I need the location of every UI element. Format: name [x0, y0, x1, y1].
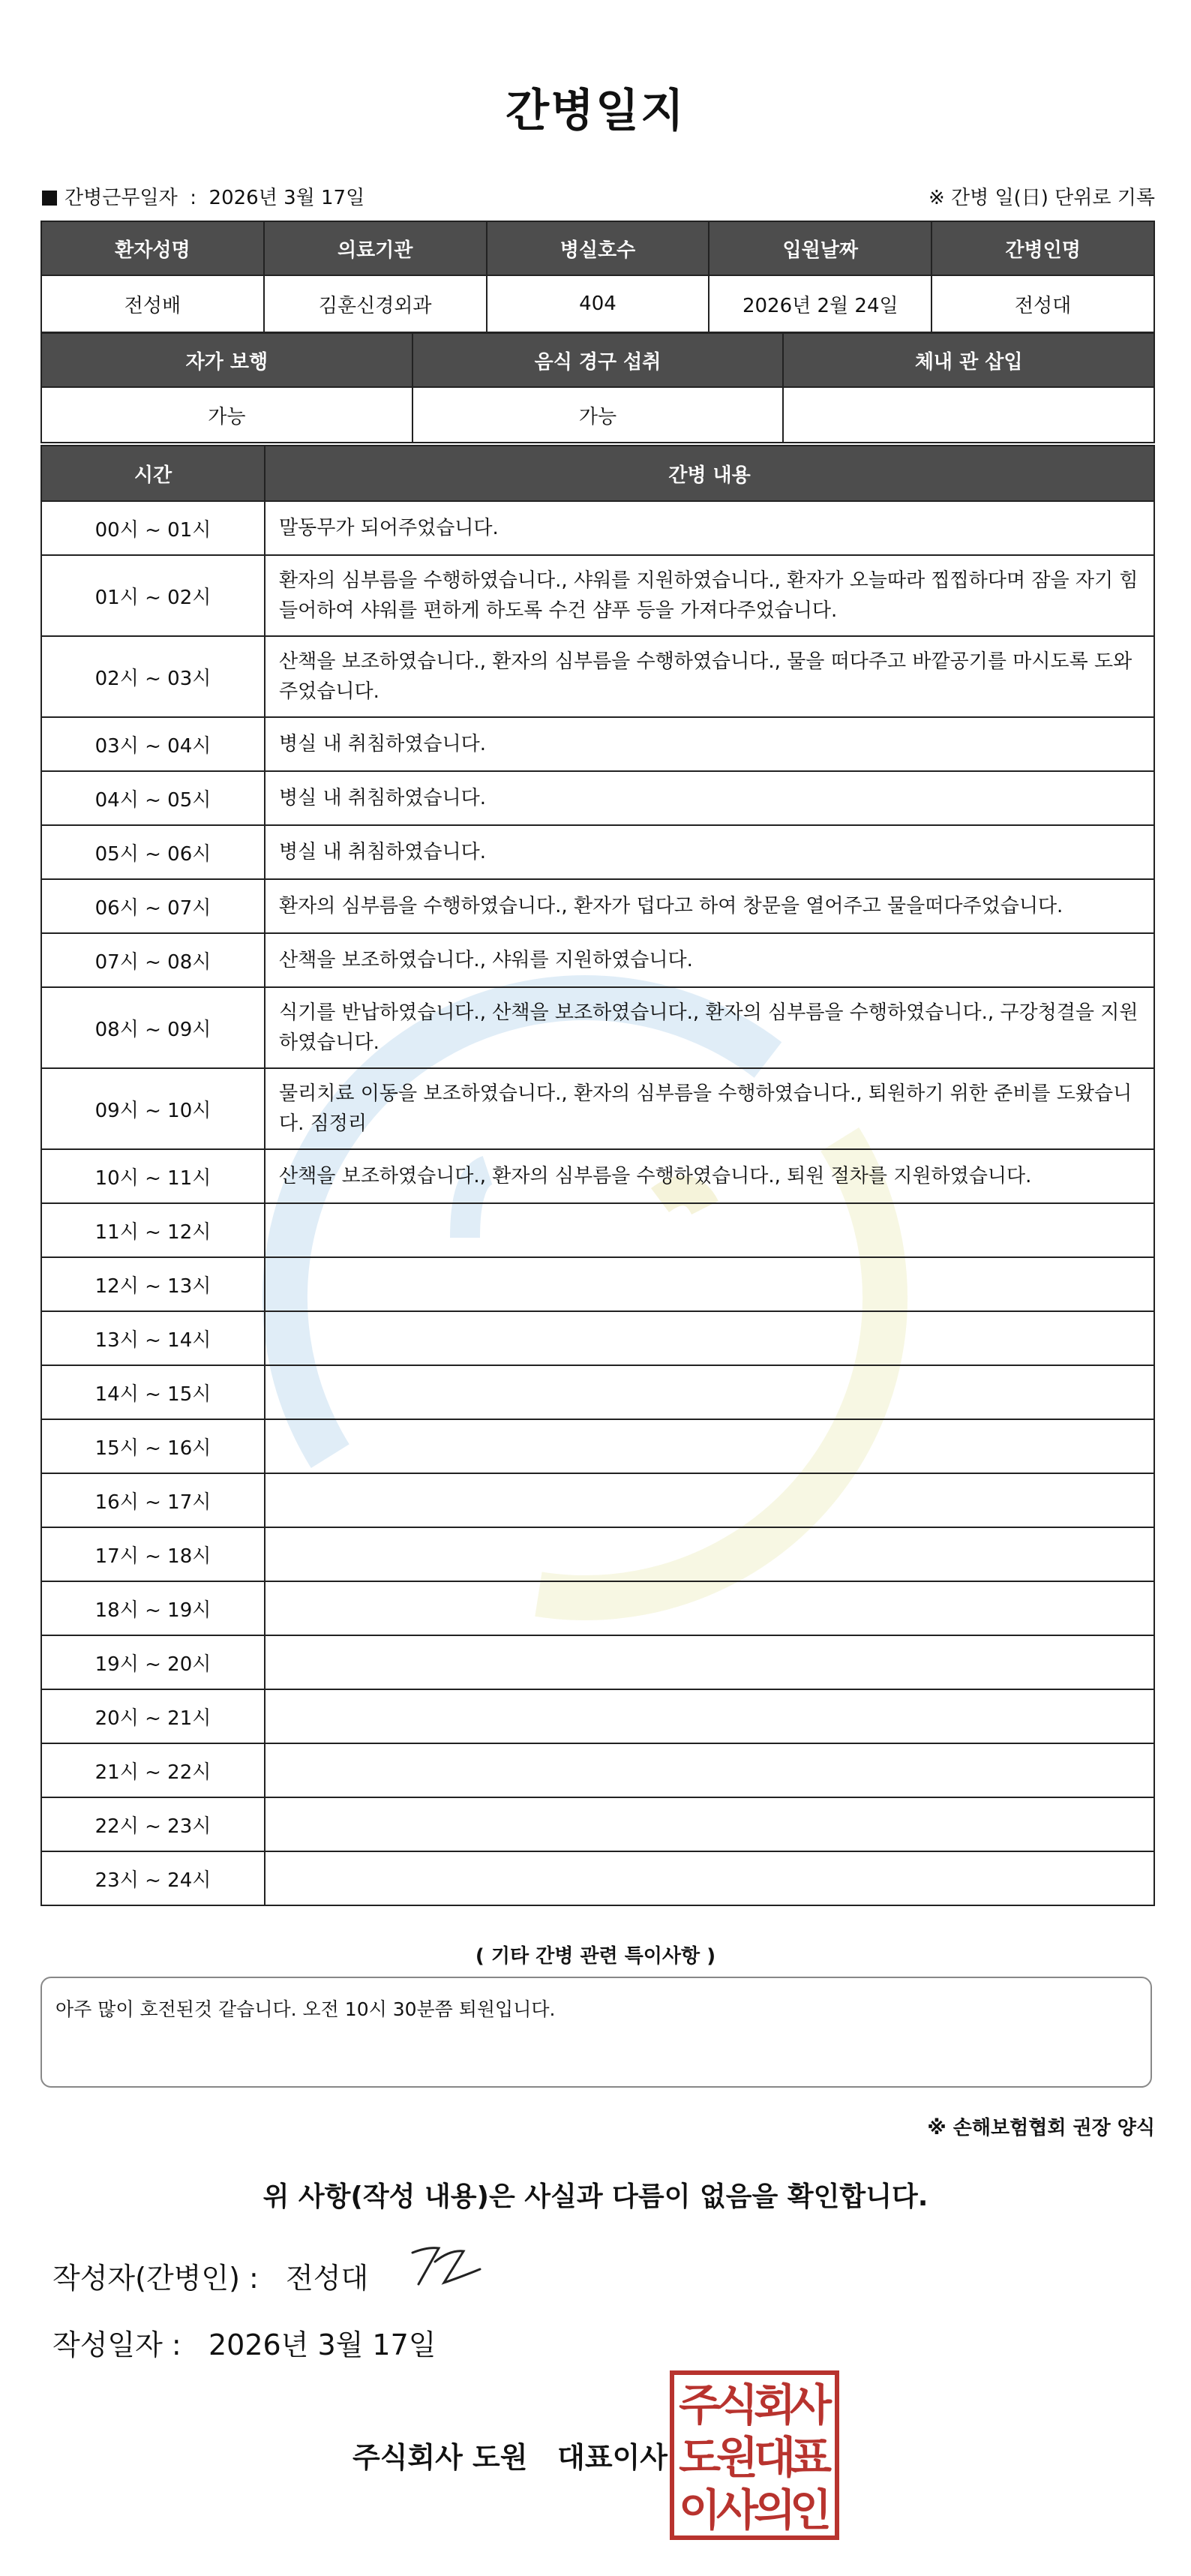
- written-date-label: 작성일자 :: [52, 2328, 182, 2361]
- walking-status: 가능: [41, 387, 412, 443]
- table-row: [41, 1419, 1154, 1473]
- care-content: [265, 1689, 1154, 1743]
- time-slot: 22시 ~ 23시: [41, 1797, 265, 1851]
- info-header: 입원날짜: [709, 221, 932, 275]
- patient-name: 전성배: [41, 275, 264, 332]
- time-column-header: 시간: [41, 446, 265, 501]
- svg-text:의: 의: [753, 2484, 796, 2535]
- svg-text:원: 원: [716, 2432, 759, 2483]
- table-row: [41, 1689, 1154, 1743]
- time-slot: 00시 ~ 01시: [41, 501, 265, 555]
- svg-text:회: 회: [753, 2379, 796, 2430]
- table-row: [41, 501, 1154, 555]
- care-content: [265, 1311, 1154, 1365]
- room-number: 404: [487, 275, 710, 332]
- hospital-name: 김훈신경외과: [264, 275, 487, 332]
- care-content: [265, 1257, 1154, 1311]
- tube-insertion-status: [783, 387, 1154, 443]
- info-header: 의료기관: [264, 221, 487, 275]
- time-slot: 17시 ~ 18시: [41, 1527, 265, 1581]
- table-row: [41, 879, 1154, 933]
- care-content: 산책을 보조하였습니다., 샤워를 지원하였습니다.: [265, 933, 1154, 987]
- table-row: [41, 987, 1154, 1068]
- time-slot: 12시 ~ 13시: [41, 1257, 265, 1311]
- care-content: [265, 1581, 1154, 1635]
- table-row: [41, 1527, 1154, 1581]
- time-slot: 07시 ~ 08시: [41, 933, 265, 987]
- time-slot: 20시 ~ 21시: [41, 1689, 265, 1743]
- care-content: [265, 1419, 1154, 1473]
- care-log-rows: [41, 501, 1154, 1905]
- table-row: [41, 1257, 1154, 1311]
- special-notes-title: ( 기타 간병 관련 특이사항 ): [475, 1945, 716, 1968]
- care-content: 병실 내 취침하였습니다.: [265, 825, 1154, 879]
- svg-text:이: 이: [678, 2484, 722, 2535]
- table-row: [41, 1797, 1154, 1851]
- care-content: [265, 1635, 1154, 1689]
- recommended-form-note: ※ 손해보험협회 권장 양식: [927, 2117, 1155, 2139]
- writer-line: [52, 2255, 368, 2296]
- svg-text:사: 사: [789, 2379, 832, 2430]
- table-row: [41, 1743, 1154, 1797]
- table-row: [41, 825, 1154, 879]
- time-slot: 08시 ~ 09시: [41, 987, 265, 1068]
- square-bullet-icon: [42, 191, 57, 206]
- status-header: 음식 경구 섭취: [412, 333, 784, 387]
- table-row: [41, 1203, 1154, 1257]
- writer-name: 전성대: [286, 2262, 369, 2295]
- time-slot: 19시 ~ 20시: [41, 1635, 265, 1689]
- svg-text:인: 인: [789, 2484, 832, 2535]
- time-slot: 16시 ~ 17시: [41, 1473, 265, 1527]
- care-content: 식기를 반납하였습니다., 산책을 보조하였습니다., 환자의 심부름을 수행하였습니다., 구강청결을 지원하였습니다.: [265, 987, 1154, 1068]
- patient-info-table: [40, 221, 1155, 333]
- svg-text:대: 대: [753, 2432, 796, 2483]
- svg-text:도: 도: [678, 2432, 722, 2483]
- table-row: [41, 771, 1154, 825]
- care-content: [265, 1527, 1154, 1581]
- time-slot: 14시 ~ 15시: [41, 1365, 265, 1419]
- oral-intake-status: 가능: [412, 387, 784, 443]
- time-slot: 01시 ~ 02시: [41, 555, 265, 636]
- admission-date: 2026년 2월 24일: [709, 275, 932, 332]
- table-row: [41, 1068, 1154, 1149]
- info-header: 간병인명: [932, 221, 1154, 275]
- table-row: [41, 1473, 1154, 1527]
- patient-status-table: [40, 332, 1155, 443]
- svg-text:주: 주: [678, 2379, 722, 2430]
- time-slot: 09시 ~ 10시: [41, 1068, 265, 1149]
- confirmation-statement: 위 사항(작성 내용)은 사실과 다름이 없음을 확인합니다.: [262, 2181, 928, 2212]
- care-content: [265, 1473, 1154, 1527]
- content-column-header: 간병 내용: [265, 446, 1154, 501]
- company-representative: 주식회사 도원 대표이사: [352, 2441, 668, 2474]
- time-slot: 04시 ~ 05시: [41, 771, 265, 825]
- record-unit-note: ※ 간병 일(日) 단위로 기록: [928, 187, 1155, 209]
- care-content: [265, 1743, 1154, 1797]
- table-row: [41, 933, 1154, 987]
- care-content: 산책을 보조하였습니다., 환자의 심부름을 수행하였습니다., 퇴원 절차를 지원하였습니다.: [265, 1149, 1154, 1203]
- status-header: 체내 관 삽입: [783, 333, 1154, 387]
- work-date-value: 2026년 3월 17일: [208, 187, 365, 209]
- care-content: [265, 1203, 1154, 1257]
- handwritten-signature: [405, 2239, 488, 2302]
- work-date-line: [42, 182, 364, 210]
- care-content: 환자의 심부름을 수행하였습니다., 환자가 덥다고 하여 창문을 열어주고 물을떠다주었습니다.: [265, 879, 1154, 933]
- time-slot: 06시 ~ 07시: [41, 879, 265, 933]
- table-row: [41, 1635, 1154, 1689]
- table-row: [41, 555, 1154, 636]
- time-slot: 10시 ~ 11시: [41, 1149, 265, 1203]
- table-row: [41, 1149, 1154, 1203]
- care-content: 병실 내 취침하였습니다.: [265, 771, 1154, 825]
- table-row: [41, 1581, 1154, 1635]
- work-date-separator: :: [190, 187, 196, 209]
- caregiver-name: 전성대: [932, 275, 1154, 332]
- time-slot: 13시 ~ 14시: [41, 1311, 265, 1365]
- care-log-table: [40, 445, 1155, 1906]
- time-slot: 05시 ~ 06시: [41, 825, 265, 879]
- table-row: [41, 1311, 1154, 1365]
- special-notes-text: 아주 많이 호전된것 같습니다. 오전 10시 30분쯤 퇴원입니다.: [56, 1998, 556, 2020]
- time-slot: 02시 ~ 03시: [41, 636, 265, 717]
- time-slot: 23시 ~ 24시: [41, 1851, 265, 1905]
- svg-text:사: 사: [716, 2484, 759, 2535]
- care-content: 병실 내 취침하였습니다.: [265, 717, 1154, 771]
- time-slot: 15시 ~ 16시: [41, 1419, 265, 1473]
- care-content: 말동무가 되어주었습니다.: [265, 501, 1154, 555]
- writer-label: 작성자(간병인) :: [52, 2262, 259, 2295]
- care-content: [265, 1851, 1154, 1905]
- care-content: [265, 1797, 1154, 1851]
- svg-text:식: 식: [716, 2379, 759, 2430]
- work-date-label: 간병근무일자: [64, 187, 178, 209]
- written-date-value: 2026년 3월 17일: [208, 2328, 436, 2361]
- table-row: [41, 1365, 1154, 1419]
- time-slot: 18시 ~ 19시: [41, 1581, 265, 1635]
- written-date-line: [52, 2322, 436, 2363]
- page-title: 간병일지: [506, 85, 686, 137]
- table-row: [41, 717, 1154, 771]
- time-slot: 21시 ~ 22시: [41, 1743, 265, 1797]
- care-content: 산책을 보조하였습니다., 환자의 심부름을 수행하였습니다., 물을 떠다주고 바깥공기를 마시도록 도와주었습니다.: [265, 636, 1154, 717]
- svg-text:표: 표: [789, 2432, 832, 2483]
- special-notes-box: [40, 1977, 1152, 2088]
- care-content: [265, 1365, 1154, 1419]
- care-content: 환자의 심부름을 수행하였습니다., 샤워를 지원하였습니다., 환자가 오늘따라 찝찝하다며 잠을 자기 힘들어하여 샤워를 편하게 하도록 수건 샴푸 등을 가져다주었습니다.: [265, 555, 1154, 636]
- time-slot: 11시 ~ 12시: [41, 1203, 265, 1257]
- company-seal-stamp: [670, 2370, 839, 2540]
- table-row: [41, 636, 1154, 717]
- table-row: [41, 1851, 1154, 1905]
- time-slot: 03시 ~ 04시: [41, 717, 265, 771]
- status-header: 자가 보행: [41, 333, 412, 387]
- info-header: 환자성명: [41, 221, 264, 275]
- info-header: 병실호수: [487, 221, 710, 275]
- care-content: 물리치료 이동을 보조하였습니다., 환자의 심부름을 수행하였습니다., 퇴원하기 위한 준비를 도왔습니다. 짐정리: [265, 1068, 1154, 1149]
